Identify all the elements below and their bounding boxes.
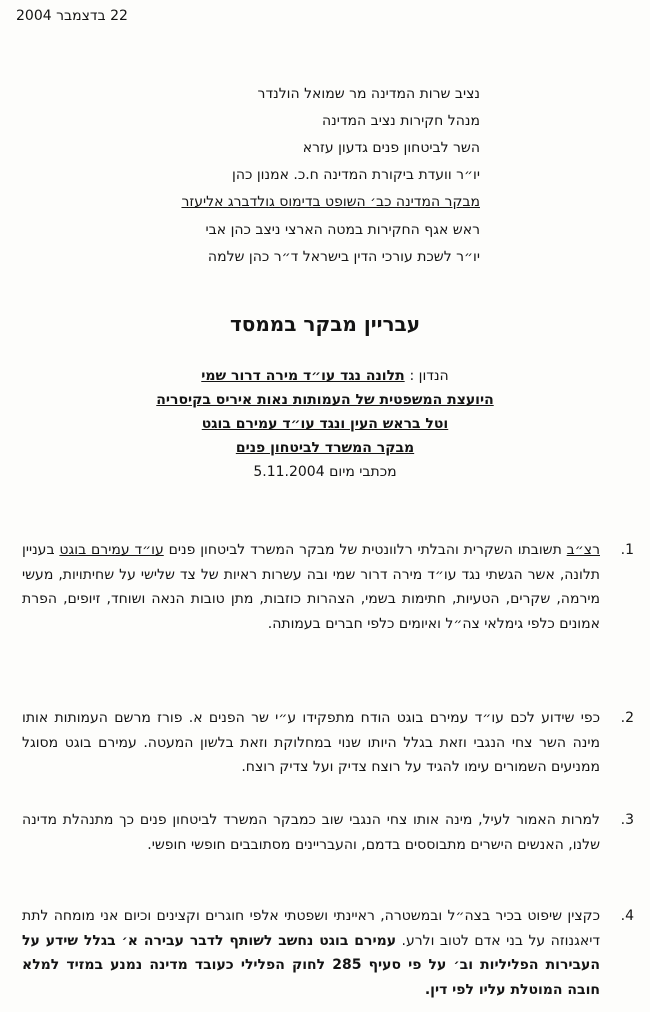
letter-date: 22 בדצמבר 2004 xyxy=(16,8,128,24)
document-title: עבריין מבקר בממסד xyxy=(229,312,421,336)
subject-label: הנדון : xyxy=(409,368,449,384)
subject-line-3: וטל בראש העין ונגד עו״ד עמירם בוגט xyxy=(201,416,449,432)
subject-line-2: היועצת המשפטית של העמותות נאות איריס בקיסריה xyxy=(156,392,494,408)
paragraph-3 xyxy=(22,808,634,857)
addressee-5: מבקר המדינה כב׳ השופט בדימוס גולדברג אליעזר xyxy=(181,194,480,210)
paragraph-text: כקצין שיפוט בכיר בצה״ל ובמשטרה, ראיינתי ושפטתי אלפי חוגרים וקצינים וכיום אני מומחה לתת דיאגנוזה על בני אדם לטוב ולרע. xyxy=(22,908,600,949)
underlined-ref: רצ״ב xyxy=(566,542,600,558)
addressee-4: יו״ר וועדת ביקורת המדינה ח.כ. אמנון כהן xyxy=(232,167,480,183)
subject-text-1: תלונה נגד עו״ד מירה דרור שמי xyxy=(201,368,405,384)
paragraph-text: תשובתו השקרית והבלתי רלוונטית של מבקר המשרד לביטחון פנים xyxy=(163,542,567,558)
letters-reference: מכתבי מיום 5.11.2004 xyxy=(253,464,397,480)
paragraph-1 xyxy=(22,538,634,636)
subject-line-1 xyxy=(0,368,650,384)
paragraph-body: למרות האמור לעיל, מינה אותו צחי הנגבי שוב כמבקר המשרד לביטחון פנים כך מתנהלת מדינה שלנו, האנשים הישרים מתבוססים בדמם, והעבריינים מסתובבים חופשי חופשי. xyxy=(22,812,600,853)
paragraph-bold-text: עמירם בוגט נחשב לשותף לדבר עבירה א׳ בגלל שידע על העבירות הפליליות וב׳ על פי סעיף 285 לחוק הפלילי כעובד מדינה נמנע במזיד למלא חובה המוטלת עליו לפי דין. xyxy=(22,932,600,998)
underlined-name: עו״ד עמירם בוגט xyxy=(59,542,164,558)
paragraph-number: 4. xyxy=(620,908,634,924)
paragraph-number: 3. xyxy=(620,812,634,828)
paragraph-number: 1. xyxy=(620,542,634,558)
paragraph-body: כפי שידוע לכם עו״ד עמירם בוגט הודח מתפקידו ע״י שר הפנים א. פורז מרשם העמותות אותו מינה השר צחי הנגבי וזאת בגלל היותו שנוי במחלוקת וזאת בלשון המעטה. עמירם בוגט מסוגל ממניעים השמורים עימו להגיד על רוצח צדיק ועל צדיק רוצח. xyxy=(22,710,600,775)
paragraph-text-cont: בעניין תלונה, אשר הגשתי נגד עו״ד מירה דרור שמי ובה עשרות ראיות של צד שלישי על שחיתויות, מעשי מירמה, שקרים, הטעיות, חתימות בשמי, הצהרות כוזבות, מתן טובות הנאה ושוחד, זיופים, הפרת אמונים כלפי גימלאי צה״ל ואיומים כלפי חברים בעמותה. xyxy=(22,542,600,632)
addressee-7: יו״ר לשכת עורכי הדין בישראל ד״ר כהן שלמה xyxy=(207,249,480,265)
addressee-2: מנהל חקירות נציב המדינה xyxy=(321,113,480,129)
addressee-1: נציב שרות המדינה מר שמואל הולנדר xyxy=(257,86,480,102)
addressee-6: ראש אגף החקירות במטה הארצי ניצב כהן אבי xyxy=(205,222,480,238)
addressee-3: השר לביטחון פנים גדעון עזרא xyxy=(302,140,480,156)
paragraph-number: 2. xyxy=(620,710,634,726)
subject-line-4: מבקר המשרד לביטחון פנים xyxy=(235,440,415,456)
paragraph-body xyxy=(22,538,600,636)
paragraph-body xyxy=(22,904,600,1002)
paragraph-4 xyxy=(22,904,634,1002)
paragraph-2 xyxy=(22,706,634,780)
